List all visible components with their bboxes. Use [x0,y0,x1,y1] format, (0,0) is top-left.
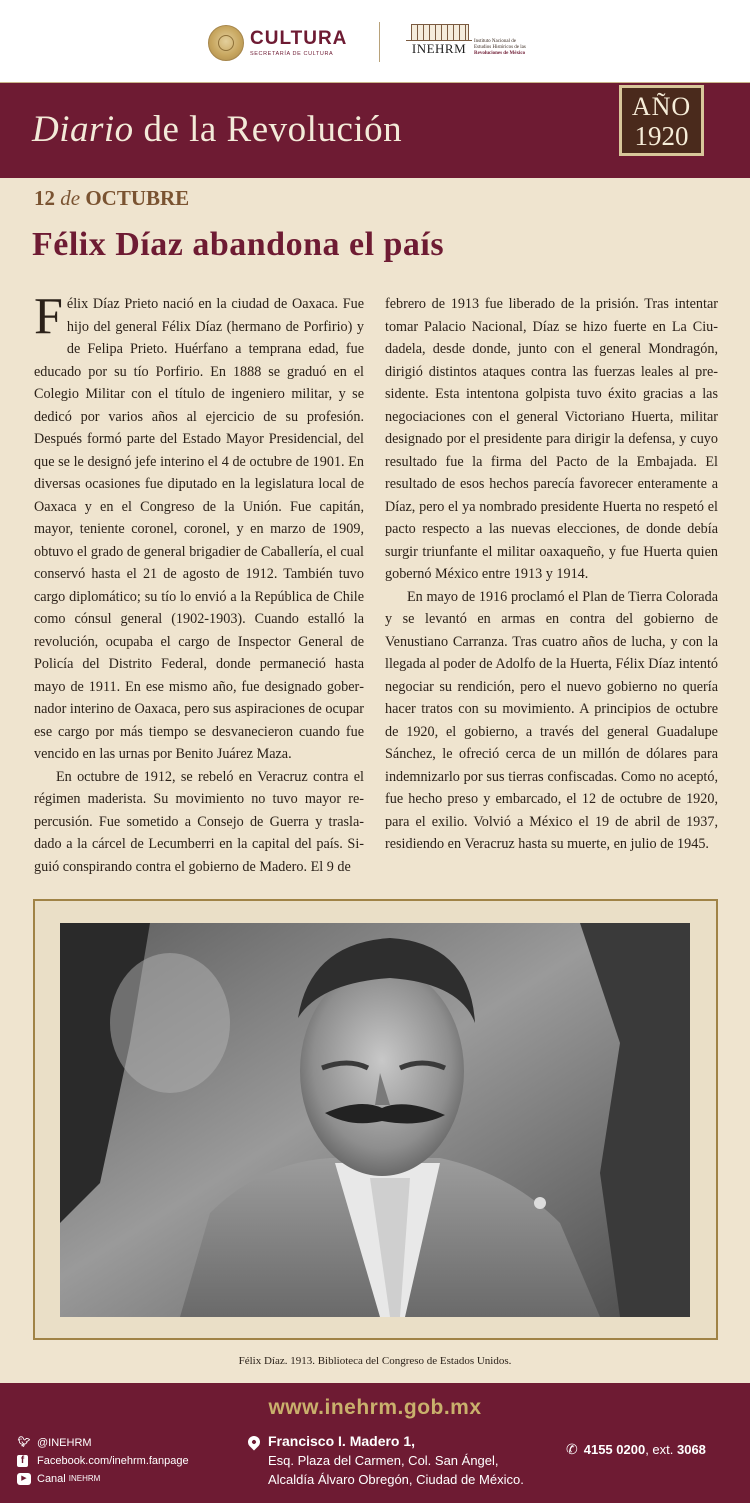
facebook-url: Facebook.com/inehrm.fanpage [37,1455,189,1467]
address-line3: Alcaldía Álvaro Obregón, Ciudad de México. [268,1472,524,1487]
portrait-photo [60,923,690,1317]
inehrm-fullname [474,39,548,57]
year-label: AÑO [631,92,692,121]
cultura-subtitle: SECRETARÍA DE CULTURA [250,51,334,57]
article-column-right [385,293,718,856]
year-value: 1920 [634,121,689,151]
address-name: Francisco I. Madero 1, [268,1433,416,1449]
inehrm-name-line3: Revoluciones de México [474,51,526,56]
phone-icon: ✆ [566,1441,578,1457]
phone-number: 4155 0200 [583,1442,646,1457]
paragraph: febrero de 1913 fue liberado de la prisión. Tras intentar tomar Palacio Nacional, Díaz se hizo fuerte en La Ciudadela, desde donde, junto con el general Mondragón, dirigió distintos ataques contra las fuerzas leales al presidente. Esta intentona golpista tuvo éxito gracias a las negociaciones con el general Victoriano Huerta, militar designado por el presidente para dirigir la defensa, y cuyo resultado fue la firma del Pacto de la Embajada. El resultado de esos hechos parecía favorecer enteramente a Díaz, pero el ya nombrado presidente Huerta no respetó el pacto respecto a las nuevas elecciones, de donde debía surgir triunfante el militar oaxaqueño, y fue Huerta quien gobernó México entre 1913 y 1914. [385,296,718,582]
youtube-icon: ▶ [17,1473,31,1485]
footer [0,1383,750,1503]
phone-ext-label: , ext. [645,1442,677,1457]
location-pin-icon [246,1434,263,1451]
inehrm-name-line1: Instituto Nacional de [474,39,516,44]
top-header [0,0,750,84]
youtube-prefix: Canal [37,1473,66,1485]
cultura-logo [208,22,347,64]
header-divider [379,22,380,62]
twitter-link[interactable] [17,1434,189,1452]
phone-contact[interactable] [566,1441,706,1458]
inehrm-logo [406,24,546,60]
banner-title [32,108,402,151]
facebook-icon: f [17,1455,28,1467]
website-link[interactable]: www.inehrm.gob.mx [268,1396,482,1419]
date-month: OCTUBRE [85,186,190,210]
cultura-name: CULTURA [250,28,348,49]
banner-title-rest: de la Revolución [133,109,403,150]
address-block [248,1432,524,1489]
inehrm-building-icon [411,24,469,41]
youtube-link[interactable] [17,1470,189,1488]
social-links [17,1434,189,1488]
inehrm-name-line2: Estudios Históricos de las [474,45,526,50]
year-badge [619,85,704,156]
paragraph: En octubre de 1912, se rebeló en Veracruz contra el régimen maderista. Su movimiento no tuvo mayor repercusión. Fue sometido a Consejo de Guerra y trasladado a la cárcel de Lecumberri en la capital del país. Siguió conspirando contra el gobierno de Madero. El 9 de [34,768,364,875]
drop-cap: F [34,288,63,345]
cultura-seal-icon [208,25,244,61]
date-day: 12 [34,186,55,210]
paragraph: En mayo de 1916 proclamó el Plan de Tierra Colorada y se levantó en armas en contra del gobierno de Venustiano Carranza. Tras cuatro años de lucha, y con la llegada al poder de Adolfo de la Huerta, Félix Díaz intentó negociar su rendición, pero el nuevo gobierno no quería hacer tratos con su movimiento. A principios de octubre de 1920, el gobierno, a través del general Guadalupe Sánchez, le ofreció cerca de un millón de dólares para indemnizarlo por sus tierras confiscadas. Como no aceptó, fue hecho preso y embarcado, el 12 de octubre de 1920, para el exilio. Volvió a México el 19 de abril de 1937, residiendo en Veracruz hasta su muerte, en julio de 1945. [385,588,718,852]
photo-frame [33,899,718,1340]
phone-ext: 3068 [676,1442,706,1457]
twitter-icon: 🐦︎ [17,1437,31,1448]
twitter-handle: @INEHRM [37,1437,92,1449]
banner-title-italic: Diario [32,109,134,150]
photo-caption: Félix Díaz. 1913. Biblioteca del Congreso de Estados Unidos. [238,1355,512,1367]
article-column-left [34,288,364,878]
paragraph-text: élix Díaz Prieto nació en la ciudad de Oaxaca. Fue hijo del general Félix Díaz (hermano de Porfirio) y de Felipa Prieto. Huérfano a temprana edad, fue educado por su tío Porfirio. En 1888 se graduó en el Colegio Militar con el título de ingeniero militar, y se dedicó por varios años al ejercicio de su profesión. Después formó parte del Estado Mayor Presidencial, del que se le designó jefe interino el 4 de octubre de 1901. En diversas ocasiones fue diputado en la legislatura local de Oaxaca y en el Congreso de la Unión. Fue capitán, mayor, teniente coronel, coronel, y en marzo de 1909, obtuvo el grado de general brigadier de Caballería, el cual conservó hasta el 21 de agosto de 1912. También tuvo cargo diplomático; su tío lo envió a la República de Chile como cónsul general (1902-1903). Cuando estalló la revolución, ocupaba el cargo de Inspector General de Policía del Distrito Federal, donde permaneció hasta mayo de 1911. En ese mismo año, fue designado gobernador interino de Oaxaca, pero sus aspiraciones de ocupar ese cargo por más tiempo se desvanecieron cuando fue vencido en las urnas por Benito Juárez Maza. [34,296,364,762]
paragraph [34,288,364,766]
address-line2: Esq. Plaza del Carmen, Col. San Ángel, [268,1453,499,1468]
inehrm-acronym: INEHRM [406,40,472,57]
article-date [34,186,189,211]
date-de: de [55,186,86,210]
youtube-channel: INEHRM [68,1474,101,1483]
facebook-link[interactable] [17,1452,189,1470]
article-headline: Félix Díaz abandona el país [32,226,445,263]
